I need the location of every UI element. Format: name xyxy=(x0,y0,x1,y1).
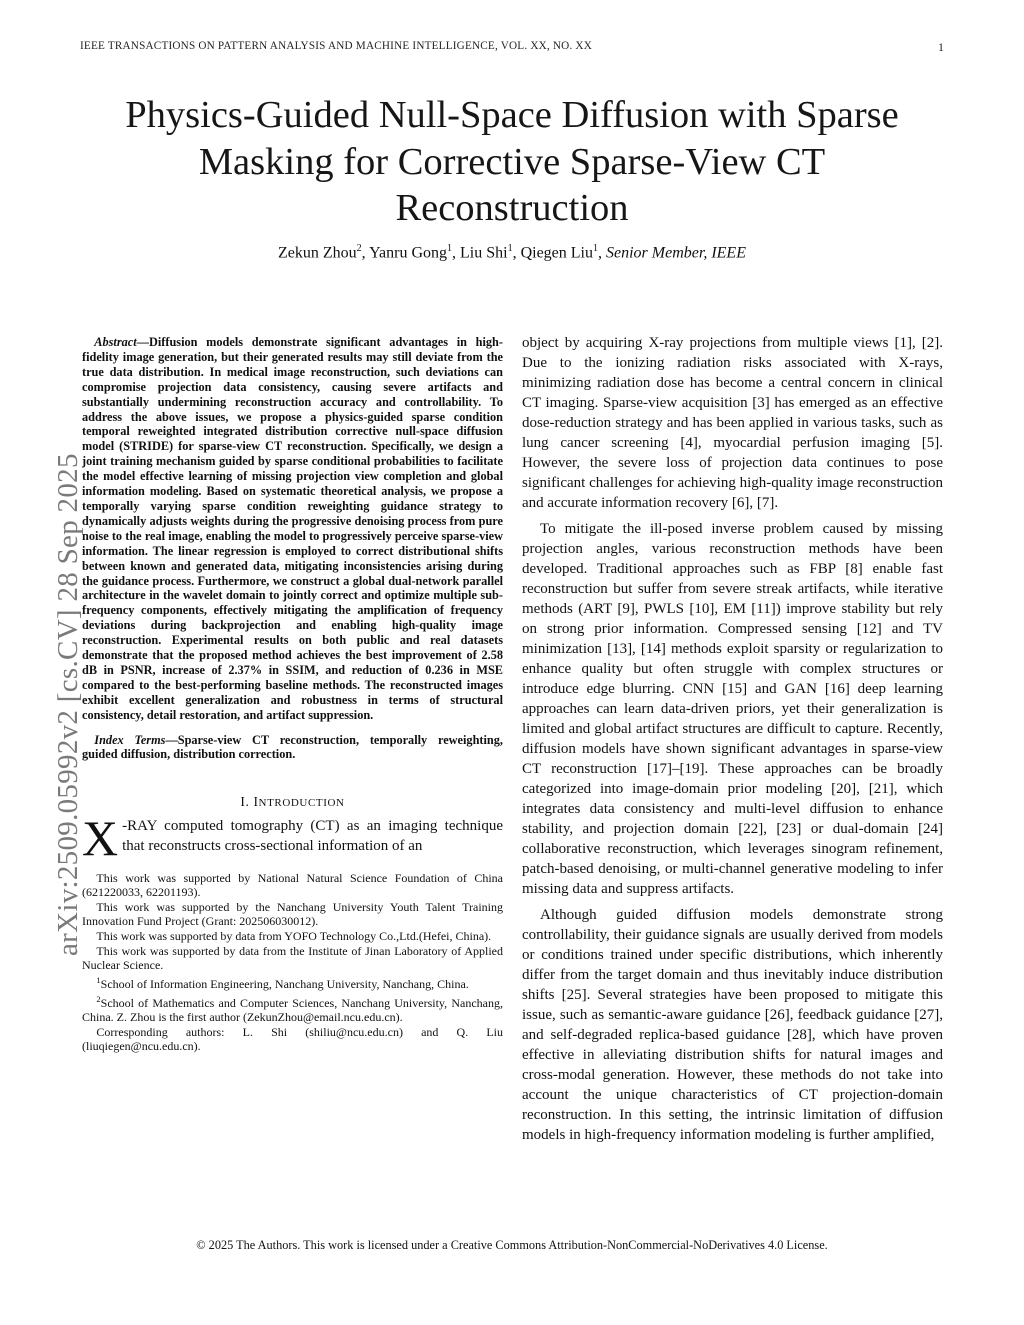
footnotes xyxy=(82,872,503,1053)
author-name: Yanru Gong xyxy=(369,244,448,262)
body-paragraph: Although guided diffusion models demonstrate strong controllability, their guidance signals are usually derived from models or conditions trained under specific distributions, which inherently differ from the target domain and thus inevitably induce distribution shifts [25]. Several strategies have been proposed to mitigate this issue, such as semantic-aware guidance [26], feedback guidance [27], and self-degraded replica-based guidance [28], which have proven effective in alleviating distribution shifts for natural images and cross-modal generation. However, these methods do not take into account the unique characteristics of CT projection-domain reconstruction. In this setting, the intrinsic limitation of diffusion models in high-frequency information modeling is further amplified, xyxy=(522,907,943,1143)
author-name: Zekun Zhou xyxy=(278,244,357,262)
index-terms-text: —Sparse-view CT reconstruction, temporally reweighting, guided diffusion, distribution correction. xyxy=(82,732,503,762)
section-first-letter: I xyxy=(253,794,259,810)
footnote-text: This work was supported by data from the Institute of Jinan Laboratory of Applied Nuclear Science. xyxy=(82,944,503,972)
section-heading xyxy=(82,794,503,810)
footnote-text: School of Mathematics and Computer Sciences, Nanchang University, Nanchang, China. Z. Zhou is the first author (ZekunZhou@email.ncu.edu.cn). xyxy=(82,996,503,1024)
intro-paragraph xyxy=(82,810,503,867)
footnote-text: This work was supported by data from YOFO Technology Co.,Ltd.(Hefei, China). xyxy=(96,928,492,943)
body-paragraph: To mitigate the ill-posed inverse problem caused by missing projection angles, various reconstruction methods have been developed. Traditional approaches such as FBP [8] enable fast reconstruction but suffer from severe streak artifacts, while iterative methods (ART [9], PWLS [10], EM [11]) improve stability but rely on strong prior information. Compressed sensing [12] and TV minimization [13], [14] methods exploit sparsity or regularization to enhance quality but often struggle with complex structures or introduce edge blurring. CNN [15] and GAN [16] deep learning approaches can learn data-driven priors, yet their generalization is limited and global artifact structures are difficult to capture. Recently, diffusion models have shown significant advantages in sparse-view CT reconstruction [17]–[19]. These approaches can be broadly categorized into image-domain prior modeling [20], [21], which integrates data consistency and multi-level diffusion to enhance stability, and projection domain [22], [23] or dual-domain [24] collaborative reconstruction, which leverages sinogram refinement, patch-based denoising, or multi-channel generative modeling to infer missing data and suppress artifacts. xyxy=(522,521,943,897)
title-line-3: Reconstruction xyxy=(395,187,629,229)
author-separator: , xyxy=(361,244,370,262)
abstract-text: —Diffusion models demonstrate significant advantages in high-fidelity image generation, but their generated results may still deviate from the true data distribution. In medical image reconstruction, such deviations can compromise projection data consistency, causing severe artifacts and substantially undermining reconstruction accuracy and controllability. To address the above issues, we propose a physics-guided sparse condition temporal reweighted integrated distribution corrective null-space diffusion model (STRIDE) for sparse-view CT reconstruction. Specifically, we design a joint training mechanism guided by sparse conditional probabilities to facilitate the model effective learning of missing projection view completion and global information modeling. Based on systematic theoretical analysis, we propose a temporally varying sparse condition reweighting guidance strategy to dynamically adjusts weights during the progressive denoising process from pure noise to the real image, enabling the model to progressively perceive sparse-view information. The linear regression is employed to correct distributional shifts between known and generated data, mitigating inconsistencies arising during the guidance process. Furthermore, we construct a global dual-network parallel architecture in the wavelet domain to jointly correct and optimize multiple sub-frequency components, effectively mitigating the amplification of frequency deviations during backprojection and enabling high-quality image reconstruction. Experimental results on both public and real datasets demonstrate that the proposed method achieves the best improvement of 2.58 dB in PSNR, increase of 2.37% in SSIM, and reduction of 0.236 in MSE compared to the best-performing baseline methods. The reconstructed images exhibit excellent generalization and robustness in terms of structural consistency, detail restoration, and artifact suppression. xyxy=(82,335,503,722)
author-name: Qiegen Liu xyxy=(520,244,593,262)
page-number: 1 xyxy=(938,40,944,54)
arxiv-stamp: arXiv:2509.05992v2 [cs.CV] 28 Sep 2025 xyxy=(52,453,84,956)
author-affiliation-sup: 1 xyxy=(447,243,453,254)
index-terms xyxy=(82,733,503,763)
footnote xyxy=(82,993,503,1024)
abstract-label: Abstract xyxy=(94,335,137,349)
author-separator: , xyxy=(512,244,521,262)
right-column xyxy=(522,333,943,1151)
footnote-text: Corresponding authors: L. Shi (shiliu@ncu.edu.cn) and Q. Liu (liuqiegen@ncu.edu.cn). xyxy=(82,1025,503,1053)
author-affiliation-sup: 1 xyxy=(507,243,513,254)
footnote-sup: 1 xyxy=(96,975,101,986)
footnote xyxy=(82,945,503,972)
footnote-text: School of Information Engineering, Nanchang University, Nanchang, China. xyxy=(100,977,469,992)
body-paragraph: object by acquiring X-ray projections from multiple views [1], [2]. Due to the ionizing radiation risks associated with X-rays, minimizing radiation dose has become a central concern in clinical CT imaging. Sparse-view acquisition [3] has emerged as an effective dose-reduction strategy and has been applied in various tasks, such as lung cancer screening [4], myocardial perfusion imaging [5]. However, the severe loss of projection data continues to pose significant challenges for achieving high-quality image reconstruction and accurate information recovery [6], [7]. xyxy=(522,335,943,511)
author-list xyxy=(60,243,964,262)
running-head: IEEE TRANSACTIONS ON PATTERN ANALYSIS AND MACHINE INTELLIGENCE, VOL. XX, NO. XX xyxy=(80,40,592,52)
section-rest: NTRODUCTION xyxy=(258,797,345,810)
author-role: Senior Member, IEEE xyxy=(606,244,746,262)
author-affiliation-sup: 2 xyxy=(356,243,362,254)
license-footer: © 2025 The Authors. This work is licensed under a Creative Commons Attribution-NonCommercial-NoDerivatives 4.0 License. xyxy=(196,1238,828,1252)
author-separator: , xyxy=(452,244,461,262)
abstract xyxy=(82,335,503,723)
footnote xyxy=(82,974,503,992)
footnote-text: This work was supported by National Natural Science Foundation of China (621220033, 62201193). xyxy=(82,871,503,899)
footnote xyxy=(82,872,503,899)
author-name: Liu Shi xyxy=(460,244,508,262)
drop-cap: X xyxy=(82,810,119,867)
left-column xyxy=(82,335,503,1055)
index-terms-label: Index Terms xyxy=(94,732,166,747)
footnote-sup: 2 xyxy=(96,994,101,1005)
title-line-1: Physics-Guided Null-Space Diffusion with Sparse xyxy=(125,94,899,136)
footnote-text: This work was supported by the Nanchang University Youth Talent Training Innovation Fund Project (Grant: 202506030012). xyxy=(82,900,503,928)
paper-title xyxy=(60,92,964,232)
intro-text: -RAY computed tomography (CT) as an imaging technique that reconstructs cross-sectional information of an xyxy=(122,818,503,855)
footnote xyxy=(82,930,503,944)
footnote xyxy=(82,901,503,928)
footnote xyxy=(82,1026,503,1053)
author-separator: , xyxy=(598,244,606,262)
title-line-2: Masking for Corrective Sparse-View CT xyxy=(198,140,826,183)
author-affiliation-sup: 1 xyxy=(593,243,598,254)
section-numeral: I. xyxy=(240,794,254,810)
